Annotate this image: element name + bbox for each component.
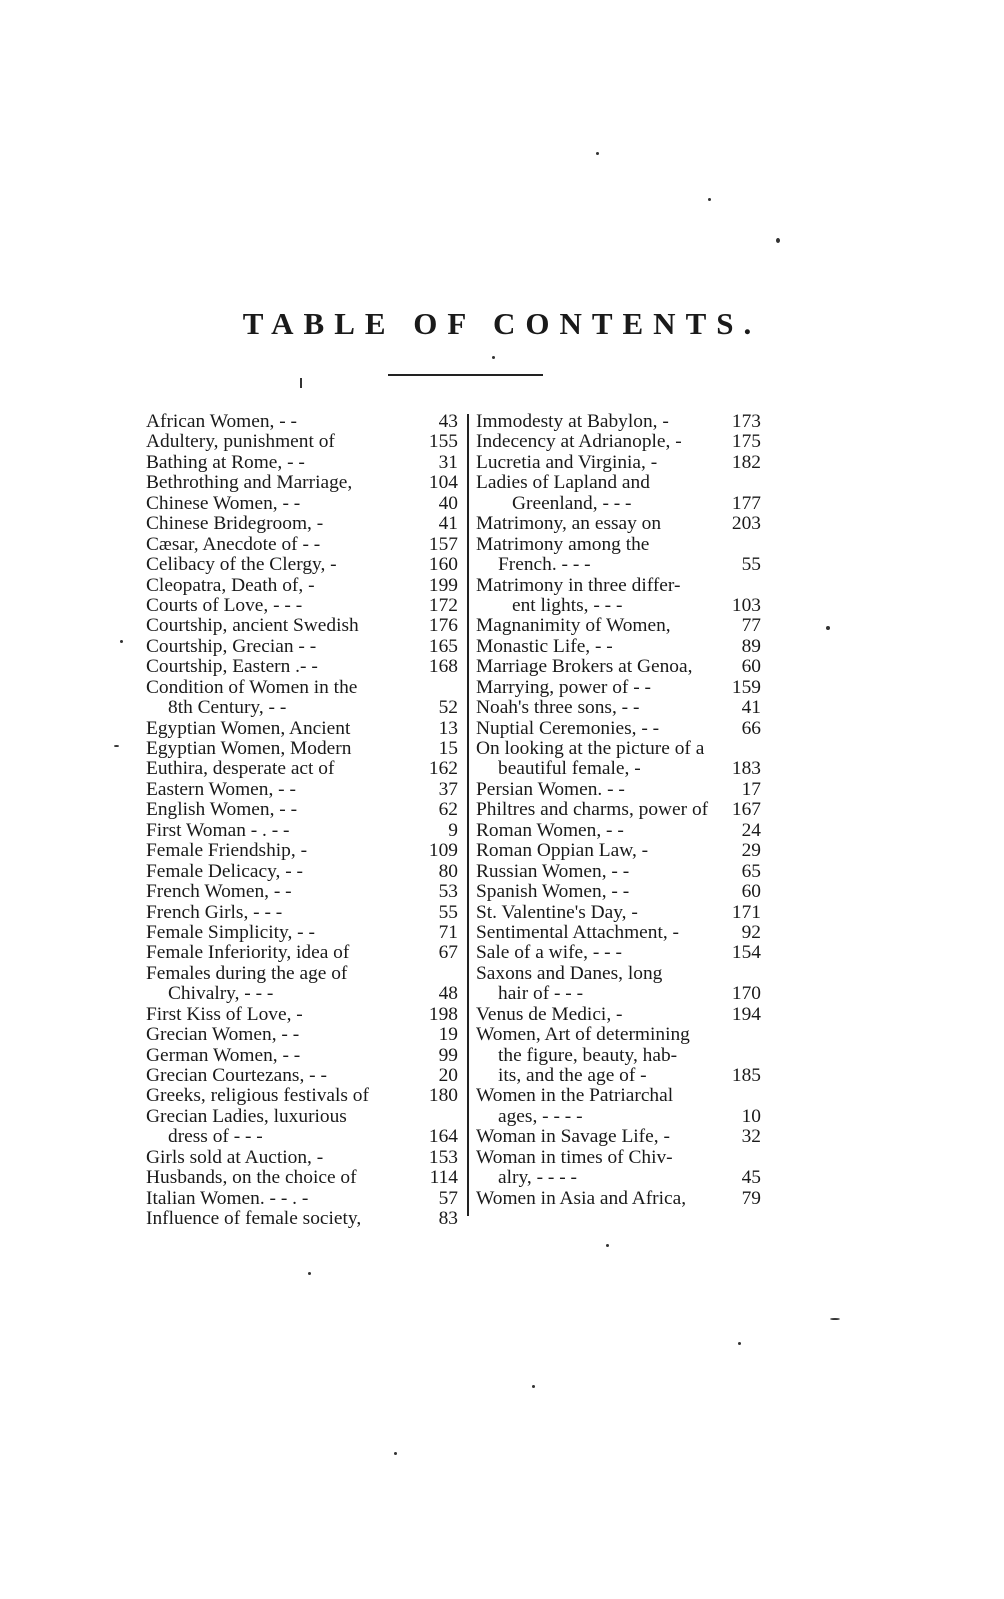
toc-entry-page: 154: [731, 942, 761, 964]
toc-entry-page: 167: [731, 799, 761, 821]
toc-entry: [146, 862, 458, 882]
toc-entry: [146, 412, 458, 432]
toc-entry-label: ent lights, - - -: [512, 595, 623, 616]
toc-entry-label: Women in the Patriarchal: [476, 1086, 674, 1107]
toc-entry-label: Bathing at Rome, - -: [146, 452, 305, 473]
toc-entry: [476, 576, 761, 596]
toc-entry-label: Marrying, power of - -: [476, 677, 651, 698]
toc-entry-page: 160: [428, 554, 458, 576]
toc-entry-page: 80: [438, 860, 458, 882]
toc-entry-label: Egyptian Women, Ancient: [146, 718, 351, 739]
toc-entry-page: 199: [428, 574, 458, 596]
toc-entry: [146, 759, 458, 779]
toc-entry: [476, 637, 761, 657]
toc-entry-page: 203: [731, 513, 761, 535]
toc-entry: [476, 800, 761, 820]
toc-entry: [476, 596, 761, 616]
toc-entry-label: Roman Women, - -: [476, 820, 624, 841]
ink-speck: [596, 152, 599, 155]
toc-entry-page: 92: [741, 921, 761, 943]
toc-entry: [476, 719, 761, 739]
toc-entry: [476, 432, 761, 452]
toc-entry: [146, 576, 458, 596]
toc-entry-page: 24: [741, 819, 761, 841]
toc-entry-page: 164: [428, 1126, 458, 1148]
toc-entry: [146, 821, 458, 841]
toc-entry: [146, 1148, 458, 1168]
toc-entry-page: 17: [741, 778, 761, 800]
toc-entry: [146, 1168, 458, 1188]
toc-entry-label: Chivalry, - - -: [168, 984, 274, 1005]
toc-entry: [476, 412, 761, 432]
toc-entry-label: Sentimental Attachment, -: [476, 922, 680, 943]
toc-entry-page: 114: [429, 1167, 458, 1189]
toc-entry-label: Russian Women, - -: [476, 861, 630, 882]
toc-entry-label: Women, Art of determining: [476, 1025, 690, 1046]
toc-entry-page: 13: [438, 717, 458, 739]
toc-entry-label: alry, - - - -: [498, 1168, 577, 1189]
toc-entry: [476, 759, 761, 779]
toc-entry: [146, 882, 458, 902]
toc-entry: [476, 1046, 761, 1066]
toc-entry: [146, 432, 458, 452]
ink-speck: [120, 640, 123, 643]
toc-entry: [146, 535, 458, 555]
toc-entry-label: Monastic Life, - -: [476, 636, 613, 657]
toc-entry-page: 62: [438, 799, 458, 821]
toc-entry-page: 41: [741, 697, 761, 719]
toc-entry-label: Grecian Women, - -: [146, 1025, 300, 1046]
toc-entry: [146, 514, 458, 534]
toc-entry-page: 19: [438, 1024, 458, 1046]
toc-entry-label: Bethrothing and Marriage,: [146, 473, 353, 494]
toc-entry-page: 77: [741, 615, 761, 637]
toc-entry-page: 165: [428, 635, 458, 657]
toc-entry-page: 48: [438, 983, 458, 1005]
toc-entry: [146, 698, 458, 718]
toc-entry: [146, 678, 458, 698]
toc-entry-label: Female Friendship, -: [146, 841, 308, 862]
toc-entry-label: Women in Asia and Africa,: [476, 1188, 687, 1209]
toc-entry-page: 180: [428, 1085, 458, 1107]
ink-speck: [708, 198, 711, 201]
toc-entry: [146, 1107, 458, 1127]
toc-entry-page: 53: [438, 881, 458, 903]
toc-entry: [476, 453, 761, 473]
toc-entry-page: 172: [428, 594, 458, 616]
toc-entry-label: Marriage Brokers at Genoa,: [476, 657, 693, 678]
toc-entry: [476, 1086, 761, 1106]
toc-entry-label: Italian Women. - - . -: [146, 1188, 309, 1209]
toc-entry: [476, 984, 761, 1004]
toc-entry-page: 45: [741, 1167, 761, 1189]
toc-entry-label: German Women, - -: [146, 1045, 301, 1066]
toc-entry-page: 55: [438, 901, 458, 923]
toc-entry-label: Courtship, ancient Swedish: [146, 616, 359, 637]
ink-speck: [826, 626, 830, 630]
toc-entry-label: Grecian Ladies, luxurious: [146, 1106, 347, 1127]
toc-entry: [476, 1127, 761, 1147]
toc-entry-label: Females during the age of: [146, 963, 348, 984]
toc-entry-page: 183: [731, 758, 761, 780]
toc-entry: [476, 494, 761, 514]
toc-entry-label: Spanish Women, - -: [476, 882, 630, 903]
toc-entry-label: Chinese Women, - -: [146, 493, 301, 514]
toc-entry-page: 43: [438, 411, 458, 432]
toc-entry-label: Saxons and Danes, long: [476, 963, 663, 984]
toc-entry-label: Courtship, Eastern .- -: [146, 657, 318, 678]
toc-entry-label: First Woman - . - -: [146, 820, 290, 841]
toc-entry-label: Woman in times of Chiv-: [476, 1147, 673, 1168]
toc-entry-label: Greeks, religious festivals of: [146, 1086, 369, 1107]
toc-entry-page: 57: [438, 1187, 458, 1209]
toc-entry-page: 60: [741, 881, 761, 903]
toc-entry-page: 37: [438, 778, 458, 800]
toc-entry-label: Matrimony in three differ-: [476, 575, 681, 596]
toc-entry: [146, 657, 458, 677]
toc-entry-label: Magnanimity of Women,: [476, 616, 671, 637]
toc-entry-label: Philtres and charms, power of: [476, 800, 709, 821]
toc-entry-label: Egyptian Women, Modern: [146, 739, 352, 759]
toc-entry-page: 182: [731, 451, 761, 473]
toc-entry-page: 66: [741, 717, 761, 739]
toc-entry-label: Husbands, on the choice of: [146, 1168, 357, 1189]
toc-entry-label: Venus de Medici, -: [476, 1004, 623, 1025]
toc-entry-label: Grecian Courtezans, - -: [146, 1066, 327, 1086]
toc-entry-label: Immodesty at Babylon, -: [476, 412, 669, 432]
toc-entry: [476, 821, 761, 841]
toc-entry-label: Lucretia and Virginia, -: [476, 452, 658, 473]
toc-entry-page: 198: [428, 1003, 458, 1025]
column-divider: [467, 414, 469, 1216]
toc-entry-page: 79: [741, 1187, 761, 1209]
page-title: TABLE OF CONTENTS.: [242, 306, 762, 341]
toc-entry-label: Matrimony, an essay on: [476, 514, 662, 535]
toc-entry-page: 159: [731, 676, 761, 698]
toc-entry-page: 40: [438, 492, 458, 514]
toc-entry-page: 15: [438, 738, 458, 759]
ink-speck: [532, 1385, 535, 1388]
ink-speck: [776, 238, 780, 243]
toc-entry: [476, 1189, 761, 1209]
toc-entry-label: Chinese Bridegroom, -: [146, 514, 324, 535]
ink-speck: [114, 745, 119, 747]
toc-entry: [146, 1046, 458, 1066]
toc-entry: [146, 555, 458, 575]
toc-entry-label: Matrimony among the: [476, 534, 650, 555]
toc-entry-label: 8th Century, - -: [168, 698, 287, 719]
toc-entry: [146, 494, 458, 514]
toc-entry: [476, 678, 761, 698]
toc-entry: [476, 1148, 761, 1168]
toc-entry-page: 60: [741, 656, 761, 678]
toc-entry-label: Influence of female society,: [146, 1209, 362, 1230]
toc-entry: [146, 780, 458, 800]
toc-entry-page: 89: [741, 635, 761, 657]
toc-entry-page: 71: [438, 921, 458, 943]
toc-entry: [476, 555, 761, 575]
toc-entry-label: the figure, beauty, hab-: [498, 1045, 678, 1066]
toc-entry: [476, 964, 761, 984]
toc-entry-label: African Women, - -: [146, 412, 297, 432]
toc-entry-label: Female Inferiority, idea of: [146, 943, 350, 964]
toc-entry: [476, 698, 761, 718]
toc-entry-page: 194: [731, 1003, 761, 1025]
toc-entry: [476, 473, 761, 493]
contents-right-column: [476, 412, 761, 1209]
toc-entry-label: French. - - -: [498, 555, 591, 576]
ink-speck: [300, 378, 302, 388]
toc-entry: [476, 1107, 761, 1127]
toc-entry-label: Adultery, punishment of: [146, 432, 335, 453]
title-rule: [388, 374, 543, 376]
toc-entry: [476, 514, 761, 534]
toc-entry: [476, 882, 761, 902]
toc-entry-page: 29: [741, 840, 761, 862]
toc-entry: [476, 841, 761, 861]
toc-entry-page: 175: [731, 431, 761, 453]
toc-entry: [146, 1005, 458, 1025]
toc-entry: [146, 1025, 458, 1045]
toc-entry-label: French Women, - -: [146, 882, 292, 903]
toc-entry-page: 176: [428, 615, 458, 637]
toc-entry-label: Eastern Women, - -: [146, 779, 296, 800]
toc-entry-label: Female Delicacy, - -: [146, 861, 304, 882]
toc-entry-page: 41: [438, 513, 458, 535]
toc-entry: [476, 780, 761, 800]
toc-entry-page: 99: [438, 1044, 458, 1066]
toc-entry-label: Roman Oppian Law, -: [476, 841, 649, 862]
toc-entry-label: Noah's three sons, - -: [476, 698, 640, 719]
toc-entry-label: Euthira, desperate act of: [146, 759, 335, 780]
toc-entry: [146, 453, 458, 473]
toc-entry: [146, 841, 458, 861]
toc-entry-label: Courtship, Grecian - -: [146, 636, 317, 657]
toc-entry-label: Persian Women. - -: [476, 779, 625, 800]
toc-entry-page: 20: [438, 1065, 458, 1086]
toc-entry-label: English Women, - -: [146, 800, 298, 821]
toc-entry-label: Cæsar, Anecdote of - -: [146, 534, 321, 555]
toc-entry-label: hair of - - -: [498, 984, 584, 1005]
toc-entry-label: St. Valentine's Day, -: [476, 902, 638, 923]
toc-entry: [476, 923, 761, 943]
toc-entry-label: Indecency at Adrianople, -: [476, 432, 682, 453]
toc-entry-page: 52: [438, 697, 458, 719]
toc-entry-page: 168: [428, 656, 458, 678]
toc-entry-page: 9: [448, 819, 458, 841]
toc-entry: [146, 923, 458, 943]
ink-speck: [606, 1244, 609, 1247]
toc-entry: [146, 964, 458, 984]
toc-entry: [476, 535, 761, 555]
toc-entry-label: French Girls, - - -: [146, 902, 283, 923]
ink-speck: [492, 356, 495, 359]
toc-entry-page: 10: [741, 1105, 761, 1127]
toc-entry-label: Ladies of Lapland and: [476, 473, 650, 494]
toc-entry: [146, 616, 458, 636]
toc-entry-label: Nuptial Ceremonies, - -: [476, 718, 660, 739]
toc-entry-label: its, and the age of -: [498, 1066, 647, 1086]
toc-entry-label: Sale of a wife, - - -: [476, 943, 622, 964]
toc-entry: [146, 903, 458, 923]
toc-entry: [146, 800, 458, 820]
ink-speck: [394, 1452, 397, 1455]
toc-entry-label: Female Simplicity, - -: [146, 922, 315, 943]
toc-entry: [476, 1005, 761, 1025]
ink-speck: [830, 1318, 840, 1320]
toc-entry: [146, 1209, 458, 1229]
toc-entry-label: Greenland, - - -: [512, 493, 632, 514]
toc-entry-page: 104: [428, 472, 458, 494]
toc-entry-label: ages, - - - -: [498, 1106, 583, 1127]
toc-entry-page: 171: [731, 901, 761, 923]
toc-entry: [476, 862, 761, 882]
toc-entry: [146, 739, 458, 759]
toc-entry-page: 157: [428, 533, 458, 555]
toc-entry: [146, 596, 458, 616]
toc-entry-label: Girls sold at Auction, -: [146, 1147, 324, 1168]
toc-entry: [476, 1168, 761, 1188]
toc-entry-label: beautiful female, -: [498, 759, 641, 780]
contents-left-column: [146, 412, 458, 1230]
toc-entry-label: On looking at the picture of a: [476, 739, 705, 759]
toc-entry-label: Celibacy of the Clergy, -: [146, 555, 337, 576]
ink-speck: [308, 1272, 311, 1275]
toc-entry: [146, 943, 458, 963]
toc-entry: [476, 1025, 761, 1045]
toc-entry-page: 153: [428, 1146, 458, 1168]
toc-entry-page: 103: [731, 594, 761, 616]
toc-entry: [146, 984, 458, 1004]
toc-entry: [146, 1127, 458, 1147]
toc-entry: [146, 1189, 458, 1209]
toc-entry-label: Woman in Savage Life, -: [476, 1127, 670, 1148]
toc-entry-page: 55: [741, 554, 761, 576]
toc-entry: [146, 719, 458, 739]
toc-entry-label: Condition of Women in the: [146, 677, 358, 698]
toc-entry-label: Courts of Love, - - -: [146, 595, 303, 616]
toc-entry-label: First Kiss of Love, -: [146, 1004, 303, 1025]
toc-entry: [476, 657, 761, 677]
toc-entry-page: 109: [428, 840, 458, 862]
toc-entry: [476, 943, 761, 963]
toc-entry: [146, 1086, 458, 1106]
toc-entry-page: 155: [428, 431, 458, 453]
toc-entry-page: 65: [741, 860, 761, 882]
toc-entry-label: Cleopatra, Death of, -: [146, 575, 315, 596]
toc-entry: [146, 637, 458, 657]
toc-entry-label: dress of - - -: [168, 1127, 263, 1148]
toc-entry-page: 173: [731, 411, 761, 432]
toc-entry-page: 162: [428, 758, 458, 780]
toc-entry-page: 67: [438, 942, 458, 964]
toc-entry: [146, 473, 458, 493]
toc-entry-page: 185: [731, 1065, 761, 1086]
toc-entry-page: 32: [741, 1126, 761, 1148]
toc-entry-page: 177: [731, 492, 761, 514]
ink-speck: [738, 1342, 741, 1345]
toc-entry: [476, 1066, 761, 1086]
toc-entry: [476, 903, 761, 923]
toc-entry: [146, 1066, 458, 1086]
toc-entry: [476, 616, 761, 636]
toc-entry-page: 83: [438, 1208, 458, 1230]
toc-entry-page: 170: [731, 983, 761, 1005]
toc-entry-page: 31: [438, 451, 458, 473]
toc-entry: [476, 739, 761, 759]
